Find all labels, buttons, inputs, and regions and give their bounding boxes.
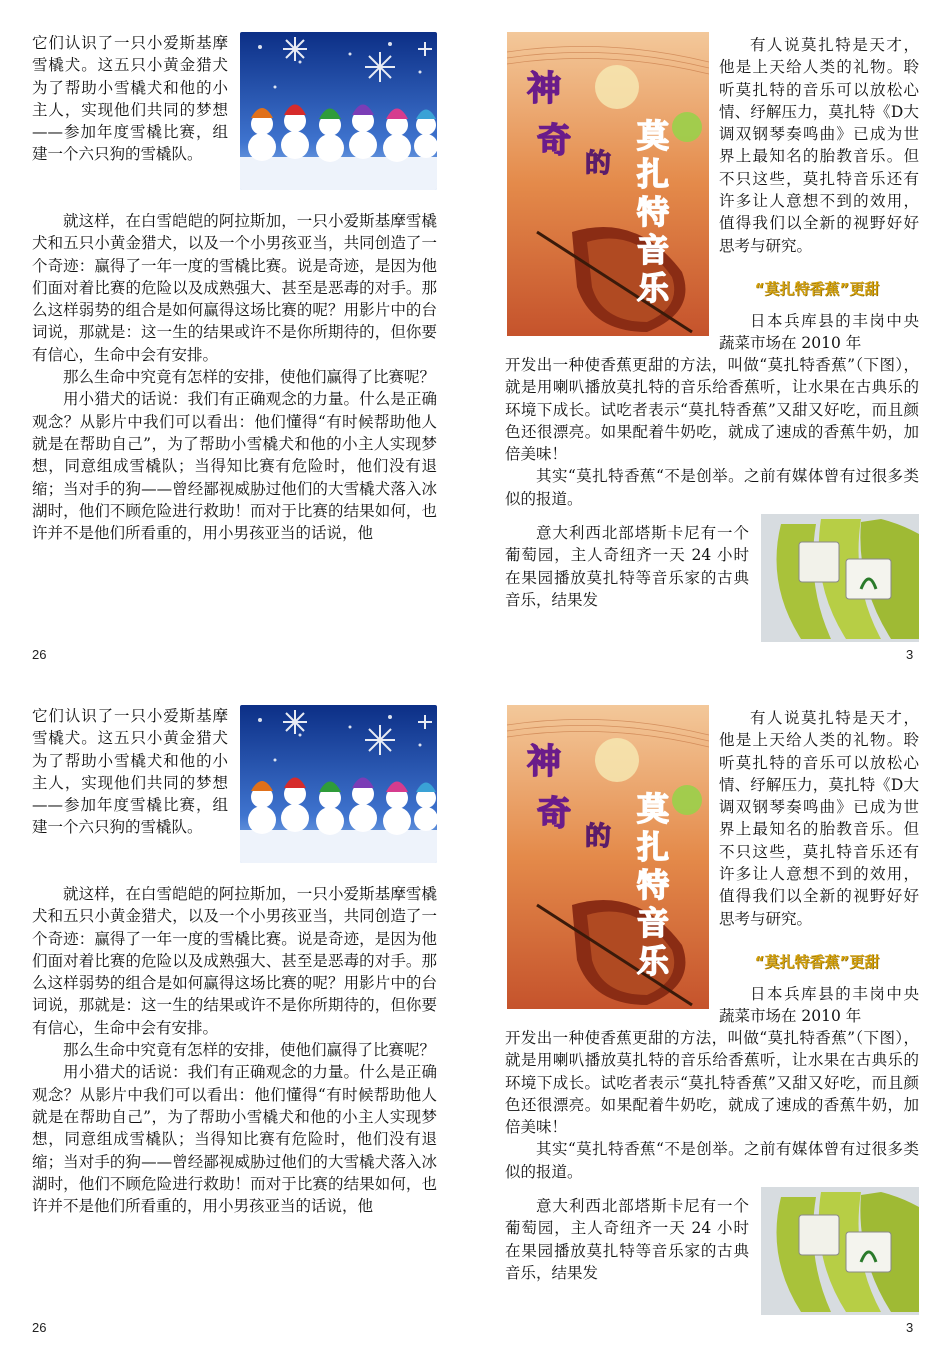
title-char-3: 的 bbox=[585, 149, 612, 179]
right-paragraph-2-head: 日本兵库县的丰岗中央蔬菜市场在 2010 年 bbox=[719, 312, 919, 353]
right-paragraph-3: 其实“莫扎特香蕉“不是创举。之前有媒体曾有过很多类似的报道。 bbox=[505, 1140, 919, 1181]
title-char-6: 特 bbox=[637, 866, 670, 904]
right-paragraph-4: 意大利西北部塔斯卡尼有一个葡萄园，主人奇纽齐一天 24 小时在果园播放莫扎特等音乐家的古典音乐，结果发 bbox=[505, 524, 749, 609]
right-paragraph-1: 有人说莫扎特是天才，他是上天给人类的礼物。聆听莫扎特的音乐可以放松心情、纾解压力，莫扎特《D大调双钢琴奏鸣曲》已成为世界上最知名的胎教音乐。但不只这些，莫扎特音乐还有许多让人意想不到的效用，值得我们以全新的视野好好思考与研究。 bbox=[719, 709, 919, 928]
left-paragraph-3: 那么生命中究竟有怎样的安排，使他们赢得了比赛呢？ bbox=[63, 1041, 436, 1060]
snowmen-illustration bbox=[240, 32, 437, 190]
title-char-5: 扎 bbox=[637, 155, 670, 193]
banana-photo bbox=[761, 1187, 919, 1315]
left-paragraph-2: 就这样，在白雪皑皑的阿拉斯加，一只小爱斯基摩雪橇犬和五只小黄金猎犬，以及一个小男孩亚当，共同创造了一个奇迹：赢得了一年一度的雪橇比赛。说是奇迹，是因为他们面对着比赛的危险以及成熟强大、甚至是恶毒的对手。那么这样弱势的组合是如何赢得这场比赛的呢？用影片中的台词说，那就是：这一生的结果或许不是你所期待的，但你要有信心，生命中会有安排。 bbox=[32, 885, 437, 1037]
right-paragraph-2-rest: 开发出一种使香蕉更甜的方法，叫做“莫扎特香蕉”（下图），就是用喇叭播放莫扎特的音乐给香蕉听，让水果在古典乐的环境下成长。试吃者表示“莫扎特香蕉”又甜又好吃，而且颜色还很漂亮。如果配着牛奶吃，就成了速成的香蕉牛奶，加倍美味！ bbox=[505, 356, 919, 464]
title-char-2: 奇 bbox=[537, 794, 571, 834]
right-paragraph-2-rest: 开发出一种使香蕉更甜的方法，叫做“莫扎特香蕉”（下图），就是用喇叭播放莫扎特的音乐给香蕉听，让水果在古典乐的环境下成长。试吃者表示“莫扎特香蕉”又甜又好吃，而且颜色还很漂亮。如果配着牛奶吃，就成了速成的香蕉牛奶，加倍美味！ bbox=[505, 1029, 919, 1137]
title-char-5: 扎 bbox=[637, 828, 670, 866]
page-number-right: 3 bbox=[906, 1320, 914, 1335]
left-paragraph-1: 它们认识了一只小爱斯基摩雪橇犬。这五只小黄金猎犬为了帮助小雪橇犬和他的小主人，实现他们共同的梦想——参加年度雪橇比赛，组建一个六只狗的雪橇队。 bbox=[32, 707, 228, 837]
left-paragraph-3: 那么生命中究竟有怎样的安排，使他们赢得了比赛呢？ bbox=[63, 368, 436, 387]
page-number-right: 3 bbox=[906, 647, 914, 662]
mozart-title-illustration bbox=[507, 705, 709, 1009]
left-paragraph-1: 它们认识了一只小爱斯基摩雪橇犬。这五只小黄金猎犬为了帮助小雪橇犬和他的小主人，实现他们共同的梦想——参加年度雪橇比赛，组建一个六只狗的雪橇队。 bbox=[32, 34, 228, 164]
section-subheading: “莫扎特香蕉”更甜 bbox=[754, 280, 880, 298]
right-paragraph-3: 其实“莫扎特香蕉“不是创举。之前有媒体曾有过很多类似的报道。 bbox=[505, 467, 919, 508]
title-char-7: 音 bbox=[637, 231, 670, 269]
spread-top bbox=[0, 0, 950, 672]
snowmen-illustration bbox=[240, 705, 437, 863]
title-char-1: 神 bbox=[527, 742, 561, 782]
left-paragraph-4: 用小猎犬的话说：我们有正确观念的力量。什么是正确观念？从影片中我们可以看出：他们懂得“有时候帮助他人就是在帮助自己”，为了帮助小雪橇犬和他的小主人实现梦想，同意组成雪橇队；当得知比赛有危险时，他们没有退缩；当对手的狗——曾经鄙视威胁过他们的大雪橇犬落入冰湖时，他们不顾危险进行救助！而对于比赛的结果如何，也许并不是他们所看重的，用小男孩亚当的话说，他 bbox=[32, 1063, 437, 1216]
left-paragraph-2: 就这样，在白雪皑皑的阿拉斯加，一只小爱斯基摩雪橇犬和五只小黄金猎犬，以及一个小男孩亚当，共同创造了一个奇迹：赢得了一年一度的雪橇比赛。说是奇迹，是因为他们面对着比赛的危险以及成熟强大、甚至是恶毒的对手。那么这样弱势的组合是如何赢得这场比赛的呢？用影片中的台词说，那就是：这一生的结果或许不是你所期待的，但你要有信心，生命中会有安排。 bbox=[32, 212, 437, 364]
right-body bbox=[505, 354, 919, 510]
right-paragraph-1: 有人说莫扎特是天才，他是上天给人类的礼物。聆听莫扎特的音乐可以放松心情、纾解压力，莫扎特《D大调双钢琴奏鸣曲》已成为世界上最知名的胎教音乐。但不只这些，莫扎特音乐还有许多让人意想不到的效用，值得我们以全新的视野好好思考与研究。 bbox=[719, 36, 919, 255]
title-char-1: 神 bbox=[527, 69, 561, 109]
title-char-4: 莫 bbox=[637, 117, 670, 155]
title-char-8: 乐 bbox=[637, 942, 670, 980]
banana-photo bbox=[761, 514, 919, 642]
title-char-8: 乐 bbox=[637, 269, 670, 307]
right-paragraph-4: 意大利西北部塔斯卡尼有一个葡萄园，主人奇纽齐一天 24 小时在果园播放莫扎特等音乐家的古典音乐，结果发 bbox=[505, 1197, 749, 1282]
title-char-4: 莫 bbox=[637, 790, 670, 828]
title-char-7: 音 bbox=[637, 904, 670, 942]
left-body bbox=[32, 210, 437, 544]
page-number-left: 26 bbox=[32, 1320, 47, 1335]
spread-bottom bbox=[0, 673, 950, 1345]
title-char-2: 奇 bbox=[537, 121, 571, 161]
left-body bbox=[32, 883, 437, 1217]
left-paragraph-4: 用小猎犬的话说：我们有正确观念的力量。什么是正确观念？从影片中我们可以看出：他们懂得“有时候帮助他人就是在帮助自己”，为了帮助小雪橇犬和他的小主人实现梦想，同意组成雪橇队；当得知比赛有危险时，他们没有退缩；当对手的狗——曾经鄙视威胁过他们的大雪橇犬落入冰湖时，他们不顾危险进行救助！而对于比赛的结果如何，也许并不是他们所看重的，用小男孩亚当的话说，他 bbox=[32, 390, 437, 543]
mozart-title-illustration bbox=[507, 32, 709, 336]
section-subheading: “莫扎特香蕉”更甜 bbox=[754, 953, 880, 971]
right-paragraph-2-head: 日本兵库县的丰岗中央蔬菜市场在 2010 年 bbox=[719, 985, 919, 1026]
page-number-left: 26 bbox=[32, 647, 47, 662]
title-char-3: 的 bbox=[585, 822, 612, 852]
title-char-6: 特 bbox=[637, 193, 670, 231]
right-body bbox=[505, 1027, 919, 1183]
